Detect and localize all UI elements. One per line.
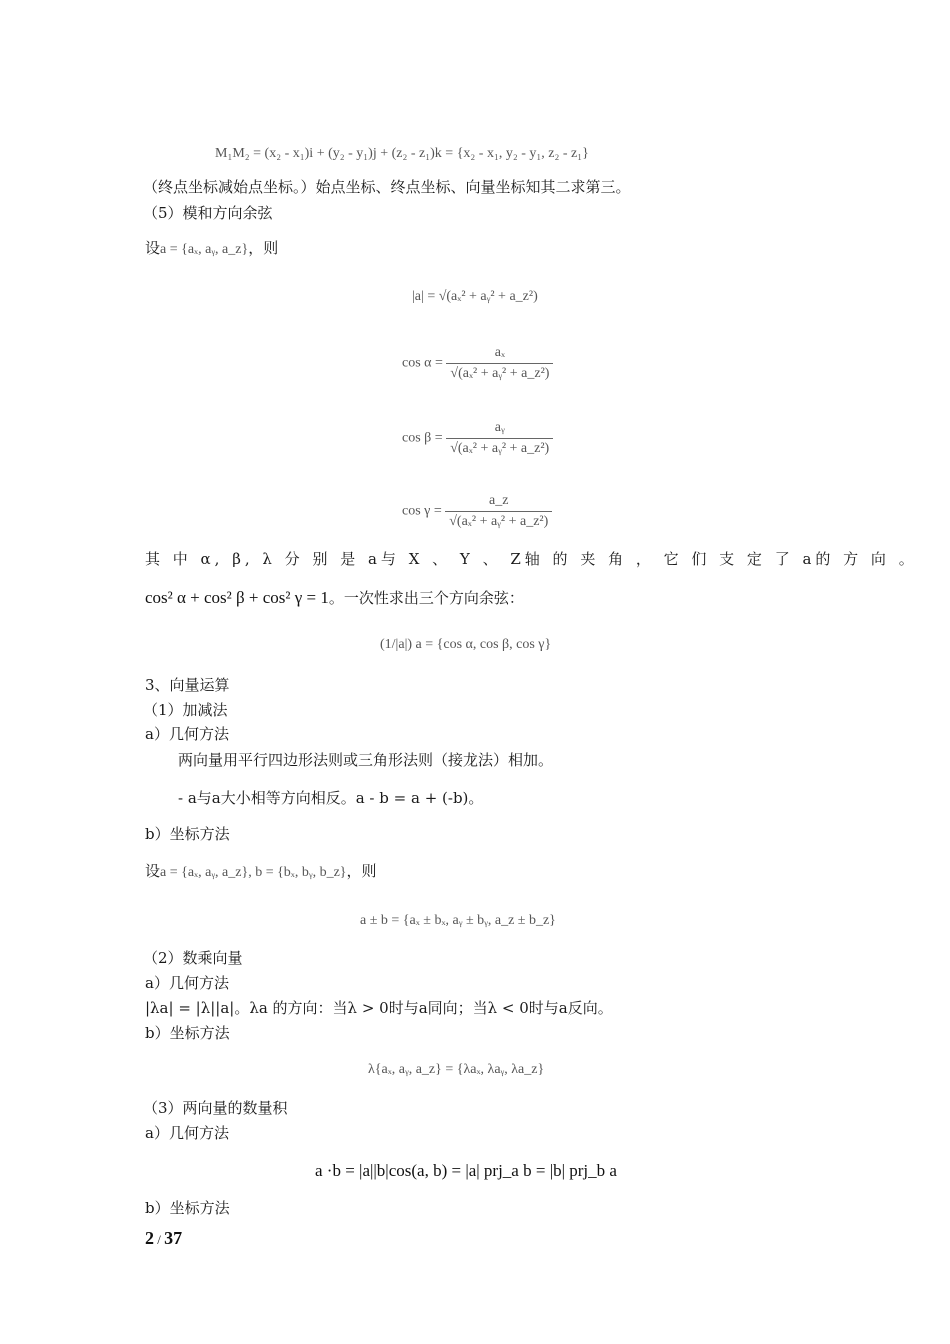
- cos-alpha-fraction: [446, 343, 553, 384]
- negative-vector: - a与a大小相等方向相反。a - b = a + (-b)。: [178, 789, 484, 807]
- cos-alpha-denominator: √(aₓ² + aᵧ² + a_z²): [446, 363, 553, 384]
- set-a-suffix: ，则: [248, 239, 279, 257]
- set-a-math: a = {aₓ, aᵧ, a_z}: [160, 242, 249, 257]
- where-text: 其 中 α, β, λ 分 别 是 a与 X 、 Y 、 Z轴 的 夹 角 ， 它 们 支 定 了 a的 方 向 。: [145, 550, 918, 568]
- label-geometric-method-3: a）几何方法: [145, 1124, 229, 1142]
- eq-vector-sum: a ± b = {aₓ ± bₓ, aᵧ ± bᵧ, a_z ± b_z}: [360, 913, 556, 928]
- set-ab-suffix: ，则: [346, 862, 377, 880]
- cos-gamma-fraction: [445, 491, 552, 532]
- eq-cos-gamma: [402, 491, 552, 532]
- cos-sum-eq: cos² α + cos² β + cos² γ = 1: [145, 588, 329, 607]
- set-ab-math: a = {aₓ, aᵧ, a_z}, b = {bₓ, bᵧ, b_z}: [160, 865, 347, 880]
- scalar-geometric: |λa| = |λ||a|。λa 的方向：当λ > 0时与a同向；当λ < 0时与a反向。: [145, 999, 613, 1017]
- cos-sum-suffix: 。一次性求出三个方向余弦：: [328, 589, 524, 607]
- parallelogram-rule: 两向量用平行四边形法则或三角形法则（接龙法）相加。: [178, 751, 554, 769]
- label-coordinate-method-3: b）坐标方法: [145, 1199, 230, 1217]
- set-ab-prefix: 设: [145, 862, 161, 880]
- page-separator: /: [154, 1232, 165, 1247]
- heading-norm-direction-cosine: （5）模和方向余弦: [143, 204, 273, 222]
- set-a-prefix: 设: [145, 239, 161, 257]
- eq-m1m2: M₁M₂ = (x₂ - x₁)i + (y₂ - y₁)j + (z₂ - z₁)k = {x₂ - x₁, y₂ - y₁, z₂ - z₁}: [215, 146, 589, 161]
- label-coordinate-method-2: b）坐标方法: [145, 1024, 230, 1042]
- cos-gamma-lhs: cos γ =: [402, 503, 442, 519]
- eq-unit-vector: (1/|a|) a = {cos α, cos β, cos γ}: [380, 637, 552, 652]
- cos-gamma-numerator: a_z: [489, 493, 509, 508]
- page-number: [145, 1228, 182, 1249]
- eq-norm: |a| = √(aₓ² + aᵧ² + a_z²): [412, 289, 538, 304]
- label-coordinate-method-1: b）坐标方法: [145, 825, 230, 843]
- label-geometric-method-1: a）几何方法: [145, 725, 229, 743]
- eq-scalar: λ{aₓ, aᵧ, a_z} = {λaₓ, λaᵧ, λa_z}: [368, 1062, 545, 1077]
- cos-alpha-lhs: cos α =: [402, 355, 443, 371]
- eq-cos-alpha: [402, 343, 553, 384]
- cos-beta-lhs: cos β =: [402, 430, 443, 446]
- heading-scalar-multiplication: （2）数乘向量: [143, 949, 243, 967]
- cos-beta-numerator: aᵧ: [494, 420, 505, 435]
- page-total: 37: [164, 1228, 183, 1248]
- eq-dot-product: a ·b = |a||b|cos(a, b) = |a| prj_a b = |b| prj_b a: [315, 1161, 617, 1180]
- set-ab-line: [145, 861, 377, 883]
- page-current: 2: [145, 1228, 154, 1248]
- cos-sum-line: [145, 588, 524, 608]
- heading-dot-product: （3）两向量的数量积: [143, 1099, 288, 1117]
- cos-gamma-denominator: √(aₓ² + aᵧ² + a_z²): [445, 511, 552, 532]
- label-geometric-method-2: a）几何方法: [145, 974, 229, 992]
- note-end-start: （终点坐标减始点坐标。）始点坐标、终点坐标、向量坐标知其二求第三。: [143, 178, 631, 196]
- cos-beta-fraction: [446, 418, 553, 459]
- cos-alpha-numerator: aₓ: [494, 345, 506, 360]
- set-a-line: [145, 238, 278, 260]
- heading-add-subtract: （1）加减法: [143, 701, 228, 719]
- eq-cos-beta: [402, 418, 553, 459]
- cos-beta-denominator: √(aₓ² + aᵧ² + a_z²): [446, 438, 553, 459]
- heading-vector-operations: 3、向量运算: [145, 676, 230, 694]
